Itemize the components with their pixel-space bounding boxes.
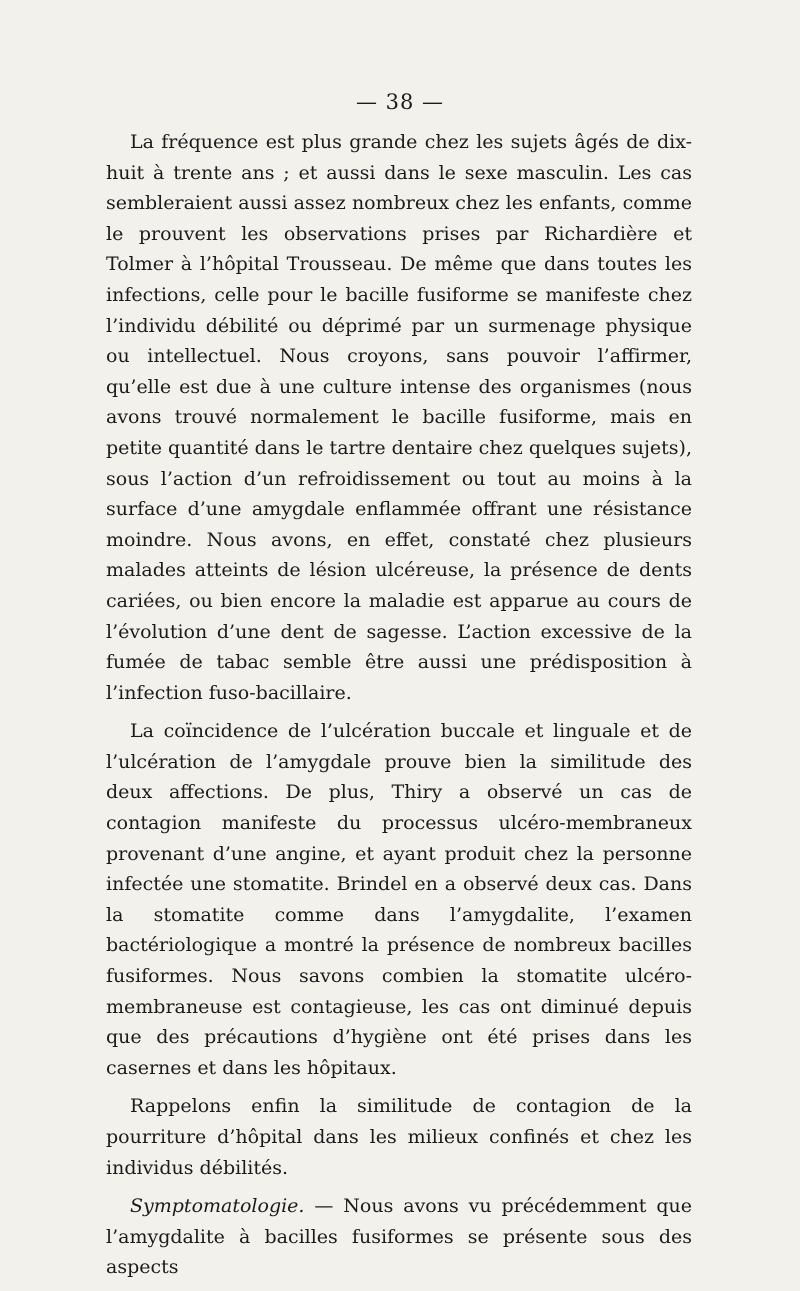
page-number: — 38 — xyxy=(355,90,445,114)
paragraph: Rappelons enfin la similitude de contagion de la pourriture d’hôpital dans les milieux confinés et chez les individus débilités. xyxy=(106,1095,692,1179)
body-text xyxy=(106,127,692,1291)
paragraph: La fréquence est plus grande chez les sujets âgés de dix-huit à trente ans ; et aussi dans le sexe masculin. Les cas sembleraient aussi assez nombreux chez les enfants, comme le prouvent les observations prises par Richardière et Tolmer à l’hôpital Trousseau. De même que dans toutes les infections, celle pour le bacille fusiforme se manifeste chez l’individu débilité ou déprimé par un surmenage physique ou intellectuel. Nous croyons, sans pouvoir l’affirmer, qu’elle est due à une culture intense des organismes (nous avons trouvé normalement le bacille fusiforme, mais en petite quantité dans le tartre dentaire chez quelques sujets), sous l’action d’un refroidissement ou tout au moins à la surface d’une amygdale enflammée offrant une résistance moindre. Nous avons, en effet, constaté chez plusieurs malades atteints de lésion ulcéreuse, la présence de dents cariées, ou bien encore la maladie est apparue au cours de l’évolution d’une dent de sagesse. L’action excessive de la fumée de tabac semble être aussi une prédisposition à l’infection fuso-bacillaire. xyxy=(106,131,692,704)
paragraph-symptomatologie xyxy=(106,1191,692,1283)
section-heading: Symptomatologie. xyxy=(130,1195,305,1218)
paragraph-text: — Nous avons vu précédemment que l’amygdalite à bacilles fusiformes se présente sous des aspects xyxy=(106,1195,692,1279)
paragraph: La coïncidence de l’ulcération buccale et linguale et de l’ulcération de l’amygdale prouve bien la similitude des deux affections. De plus, Thiry a observé un cas de contagion manifeste du processus ulcéro-membraneux provenant d’une angine, et ayant produit chez la personne infectée une stomatite. Brindel en a observé deux cas. Dans la stomatite comme dans l’amygdalite, l’examen bactériologique a montré la présence de nombreux bacilles fusiformes. Nous savons combien la stomatite ulcéro-membraneuse est contagieuse, les cas ont diminué depuis que des précautions d’hygiène ont été prises dans les casernes et dans les hôpitaux. xyxy=(106,720,692,1079)
